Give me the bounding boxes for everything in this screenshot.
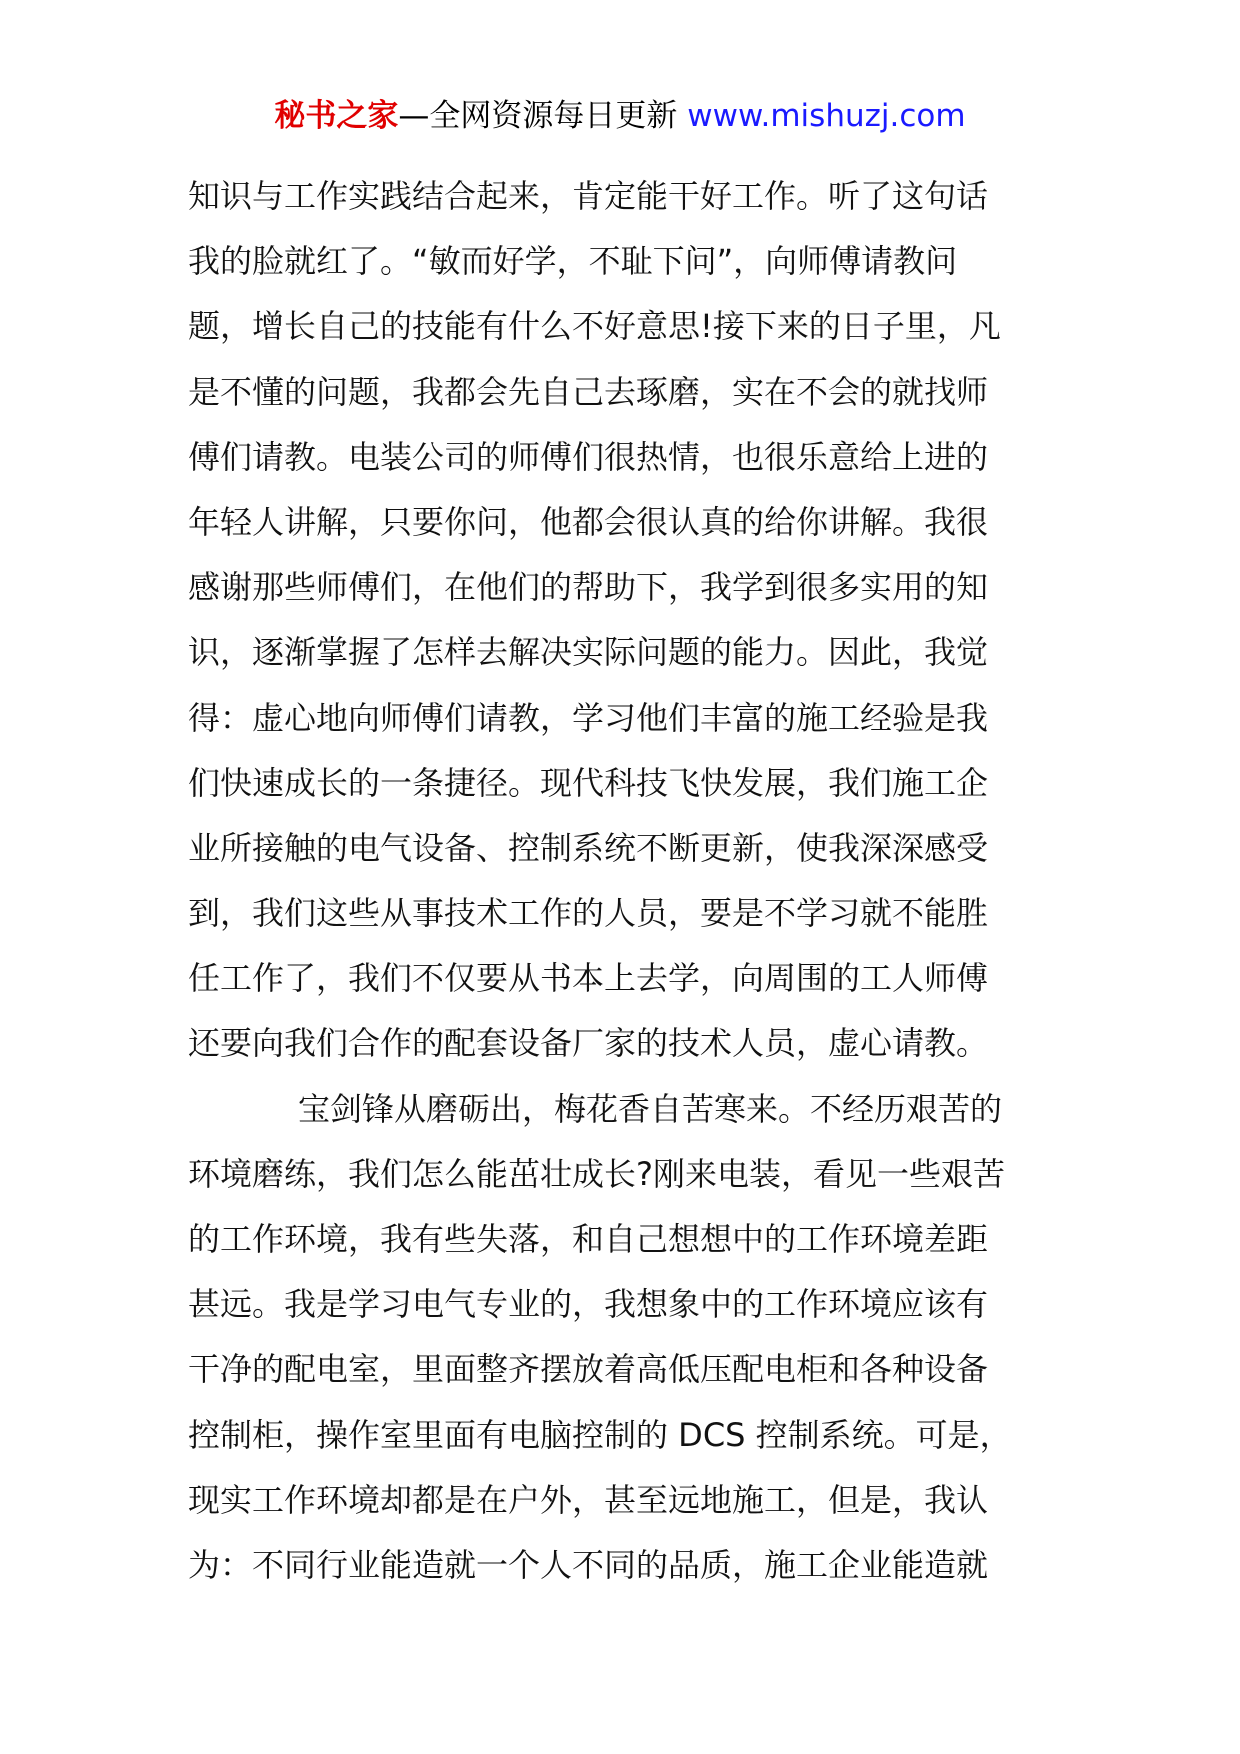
text-line: 控制柜，操作室里面有电脑控制的 DCS 控制系统。可是， xyxy=(188,1415,1012,1454)
text-line: 干净的配电室，里面整齐摆放着高低压配电柜和各种设备 xyxy=(188,1350,989,1389)
text-line: 业所接触的电气设备、控制系统不断更新，使我深深感受 xyxy=(188,828,989,867)
text-line: 们快速成长的一条捷径。现代科技飞快发展，我们施工企 xyxy=(188,763,989,802)
text-line: 到，我们这些从事技术工作的人员，要是不学习就不能胜 xyxy=(188,894,989,933)
text-line: 我的脸就红了。“敏而好学，不耻下问”，向师傅请教问 xyxy=(188,242,958,281)
document-body xyxy=(188,164,1058,1598)
text-line: 任工作了，我们不仅要从书本上去学，向周围的工人师傅 xyxy=(188,959,989,998)
text-line: 题，增长自己的技能有什么不好意思!接下来的日子里，凡 xyxy=(188,307,1001,346)
paragraph-first-line: 宝剑锋从磨砺出，梅花香自苦寒来。不经历艰苦的 xyxy=(298,1089,1003,1128)
text-line: 的工作环境，我有些失落，和自己想想中的工作环境差距 xyxy=(188,1220,989,1258)
site-header xyxy=(0,96,1240,136)
text-line: 知识与工作实践结合起来，肯定能干好工作。听了这句话 xyxy=(188,177,989,215)
text-line: 识，逐渐掌握了怎样去解决实际问题的能力。因此，我觉 xyxy=(188,633,989,672)
text-line: 甚远。我是学习电气专业的，我想象中的工作环境应该有 xyxy=(188,1285,989,1324)
text-line: 为：不同行业能造就一个人不同的品质，施工企业能造就 xyxy=(188,1545,989,1584)
text-line: 年轻人讲解，只要你问，他都会很认真的给你讲解。我很 xyxy=(188,502,989,541)
text-line: 傅们请教。电装公司的师傅们很热情，也很乐意给上进的 xyxy=(188,437,989,476)
text-line: 还要向我们合作的配套设备厂家的技术人员，虚心请教。 xyxy=(188,1024,989,1063)
site-url-link[interactable]: www.mishuzj.com xyxy=(687,98,966,134)
header-tagline: —全网资源每日更新 xyxy=(398,98,678,134)
text-line: 是不懂的问题，我都会先自己去琢磨，实在不会的就找师 xyxy=(188,372,989,411)
text-line: 感谢那些师傅们，在他们的帮助下，我学到很多实用的知 xyxy=(188,568,989,607)
text-line: 现实工作环境却都是在户外，甚至远地施工，但是，我认 xyxy=(188,1480,989,1519)
brand-name: 秘书之家 xyxy=(274,98,399,134)
text-line: 环境磨练，我们怎么能茁壮成长?刚来电装，看见一些艰苦 xyxy=(188,1154,1005,1193)
text-line: 得：虚心地向师傅们请教，学习他们丰富的施工经验是我 xyxy=(188,698,989,737)
